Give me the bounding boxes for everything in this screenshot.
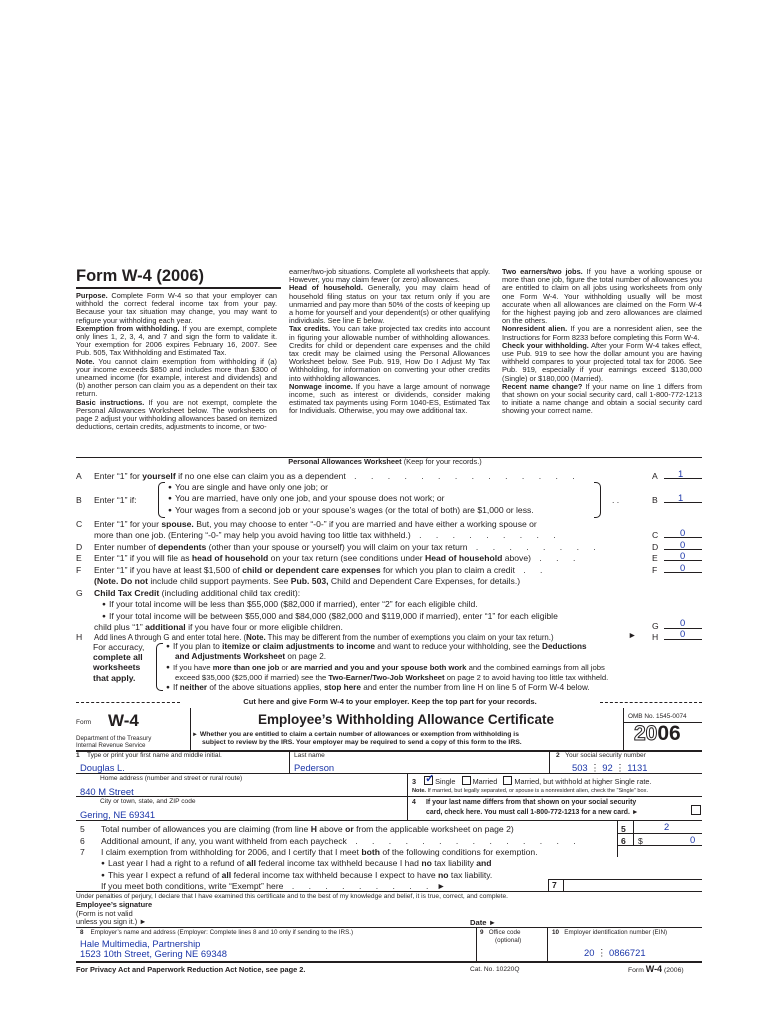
line-b-label: B Enter “1” if:: [76, 495, 137, 505]
line-g-item-1: ● If your total income will be less than $55,000 ($82,000 if married), enter “2” for each eligible child.: [76, 599, 558, 610]
line-f-value: 0: [680, 562, 686, 573]
line-b-item-3: ● Your wages from a second job or your spouse’s wages (or the total of both) are $1,000 or less.: [168, 505, 534, 516]
line-b-brace-left: [158, 482, 165, 518]
cert-dept: Department of the Treasury Internal Revenue Service: [76, 735, 152, 749]
line6-num: 6: [621, 836, 626, 846]
line2-divider: [549, 751, 550, 773]
line7-box-left: [548, 879, 549, 891]
line6-dollar: $: [638, 836, 643, 846]
addr-input[interactable]: 840 M Street: [80, 786, 134, 797]
line10-label: 10 Employer identification number (EIN): [552, 929, 668, 936]
worksheet-title: Personal Allowances Worksheet (Keep for your records.): [288, 457, 482, 466]
line-e: E Enter “1” if you will file as head of household on your tax return (see conditions under Head of household above) . . .: [76, 553, 582, 563]
married-label: Married: [472, 777, 498, 786]
addr-label: Home address (number and street or rural route): [100, 775, 243, 782]
line7-text: 7 I claim exemption from withholding for 2006, and I certify that I meet both of the following conditions for exemption. ● Last year I had a right to a refund of all federal income tax withheld because I had no tax liability and ● This year I expect a refund of all federal income tax withheld because I expect to have no tax liability. If you meet both conditions, write “Exempt” here . . . . . . . . . ►: [80, 847, 538, 892]
accuracy-left: For accuracy, complete all worksheets that apply.: [93, 642, 145, 683]
line-f: F Enter “1” if you have at least $1,500 of child or dependent care expenses for which you plan to claim a credit . . (Note. Do not include child support payments. See Pub. 503, Child and Dependent Care Expenses, for details.): [76, 565, 549, 587]
title-underline: [76, 287, 281, 289]
perjury-text: Under penalties of perjury, I declare that I have examined this certificate and to the best of my knowledge and belief, it is true, correct, and complete.: [76, 893, 508, 900]
line-h: H Add lines A through G and enter total here. (Note. This may be different from the number of exemptions you claim on your tax return.): [76, 632, 554, 642]
line-h-value: 0: [680, 628, 686, 639]
cut-line-text: Cut here and give Form W-4 to your employer. Keep the top part for your records.: [243, 697, 537, 706]
ein-input[interactable]: 20 ⋮ 0866721: [584, 947, 646, 958]
line-g-value: 0: [680, 617, 686, 628]
accuracy-item-2: ● If you have more than one job or are married and you and your spouse both work and the combined earnings from all jobs: [166, 663, 608, 673]
line7-num: 7: [552, 880, 557, 890]
line-b-items: [168, 482, 534, 516]
single-label: Single: [435, 777, 456, 786]
accuracy-item-1: ● If you plan to itemize or claim adjustments to income and want to reduce your withholding, see the Deductions: [166, 642, 608, 652]
instructions-col3: [502, 268, 702, 416]
accuracy-item-3: ● If neither of the above situations applies, stop here and enter the number from line H on line 5 of Form W-4 below.: [166, 683, 608, 693]
line9-divider: [476, 927, 477, 961]
instructions-col2: [289, 268, 490, 416]
line6-input[interactable]: 0: [690, 834, 696, 845]
line7-item-2: ● This year I expect a refund of all federal income tax withheld because I expect to have no tax liability.: [80, 870, 538, 882]
para-purpose: Purpose. Complete Form W-4 so that your employer can withhold the correct federal income tax from your pay. Because your tax situation may change, you may want to refigure your withholding each year.: [76, 291, 277, 325]
para-check-withholding: Check your withholding. After your Form W-4 takes effect, use Pub. 919 to see how the dollar amount you are having withheld compares to your projected total tax for 2006. See Pub. 919, especially if your earnings exceed $130,000 (Single) or $180,000 (Married).: [502, 340, 702, 383]
line4-text: 4 If your last name differs from that shown on your social security card, check here. You must call 1-800-772-1213 for a new card. ►: [412, 799, 639, 816]
city-input[interactable]: Gering, NE 69341: [80, 809, 156, 820]
line4-checkbox[interactable]: [691, 805, 701, 815]
single-checkbox[interactable]: ✓: [425, 773, 435, 785]
line5-num: 5: [621, 824, 626, 834]
line9-label: 9 Office code (optional): [480, 929, 522, 944]
cert-form-label: Form: [76, 719, 92, 726]
date-label: Date ►: [470, 918, 497, 927]
cert-rule-2: [76, 773, 702, 774]
signature-block: Employee’s signature (Form is not valid unless you sign it.) ►: [76, 900, 153, 927]
cert-rule-5: [76, 891, 702, 892]
cut-dash-left: [76, 702, 180, 703]
line3-divider: [407, 774, 408, 820]
married-higher-checkbox[interactable]: [503, 776, 512, 785]
line-d-value: 0: [680, 539, 686, 550]
footer-cat: Cat. No. 10220Q: [470, 966, 520, 973]
line-d-letter: D: [652, 542, 659, 552]
employer-input[interactable]: Hale Multimedia, Partnership 1523 10th Street, Gering NE 69348: [80, 938, 227, 960]
instructions-col1: [76, 292, 277, 431]
line1-label: 1 Type or print your first name and middle initial.: [76, 752, 222, 759]
line3-note: Note. If married, but legally separated, or spouse is a nonresident alien, check the “Single” box.: [412, 788, 648, 794]
para-head-household: Head of household. Generally, you may claim head of household filing status on your tax return only if you are unmarried and pay more than 50% of the costs of keeping up a home for yourself and your dependent(s) or other qualifying individuals. See line E below.: [289, 283, 491, 326]
last-name-label: Last name: [294, 752, 325, 759]
para-basic: Basic instructions. If you are not exempt, complete the Personal Allowances Worksheet below. The worksheets on page 2 adjust your withholding allowances based on itemized deductions, certain credits, adjustments to income, or two-: [76, 397, 278, 432]
line-a-letter: A: [652, 471, 658, 481]
line-c-letter: C: [652, 530, 659, 540]
date-field[interactable]: [500, 914, 700, 926]
line-g-letter: G: [652, 621, 659, 631]
line5-text: 5 Total number of allowances you are claiming (from line H above or from the applicable worksheet on page 2): [80, 824, 514, 834]
cert-form-name: W-4: [108, 711, 139, 730]
married-higher-label: Married, but withhold at higher Single rate.: [514, 777, 652, 786]
accuracy-brace: [156, 643, 163, 691]
footer-privacy: For Privacy Act and Paperwork Reduction Act Notice, see page 2.: [76, 965, 306, 974]
cert-title: Employee’s Withholding Allowance Certificate: [258, 712, 554, 727]
cert-rule-6: [76, 927, 702, 928]
line6-text: 6 Additional amount, if any, you want withheld from each paycheck . . . . . . . . . . . . . .: [80, 836, 582, 846]
line-h-letter: H: [652, 632, 659, 642]
cert-rule-3a: [76, 796, 407, 797]
cut-dash-right: [600, 702, 702, 703]
line1-divider: [289, 751, 290, 773]
line-a: A Enter “1” for yourself if no one else can claim you as a dependent . . . . . . . . . . . . . .: [76, 471, 581, 481]
signature-field[interactable]: [200, 904, 450, 926]
line-e-value: 0: [680, 550, 686, 561]
cert-rule-3b: [407, 796, 702, 797]
line-b-brace-right: [594, 482, 601, 518]
line-b-item-2: ● You are married, have only one job, and your spouse does not work; or: [168, 493, 534, 504]
line-g: G Child Tax Credit (including additional child tax credit): ● If your total income will be less than $55,000 ($82,000 if married), enter “2” for each eligible child. ● If your total income will be between $55,000 and $84,000 ($82,000 and $119,000 if married), enter “1” for each eligible child plus “1” additional if you have four or more eligible children.: [76, 588, 558, 633]
line-c: C Enter “1” for your spouse. But, you may choose to enter “-0-” if you are married and have either a working spouse or more than one job. (Entering “-0-” may help you avoid having too little tax withheld.) . . . . . . . . .: [76, 519, 562, 541]
last-name-input[interactable]: Pederson: [294, 762, 335, 773]
line6-rule: [617, 845, 702, 846]
para-nonwage: Nonwage income. If you have a large amount of nonwage income, such as interest or dividends, consider making estimated tax payments using Form 1040-ES, Estimated Tax for Individuals. Otherwise, you may owe additional tax.: [289, 381, 490, 416]
cert-year: 2006: [634, 722, 681, 745]
cert-rule-4: [76, 820, 702, 821]
form-title: Form W-4 (2006): [76, 267, 205, 285]
line-a-value: 1: [678, 468, 684, 479]
line-g-item-2: ● If your total income will be between $55,000 and $84,000 ($82,000 and $119,000 if married), enter “1” for each eligible: [76, 611, 558, 622]
line10-divider: [547, 927, 548, 961]
line8-label: 8 Employer’s name and address (Employer: Complete lines 8 and 10 only if sending to the IRS.): [80, 929, 354, 936]
line5-input[interactable]: 2: [664, 821, 670, 832]
cert-subtitle: ► Whether you are entitled to claim a certain number of allowances or exemption from withholding is subject to review by the IRS. Your employer may be required to send a copy of this form to the IRS.: [192, 731, 522, 747]
city-label: City or town, state, and ZIP code: [100, 798, 196, 805]
line3-row: 3 ✓ Single Married Married, but withhold at higher Single rate.: [412, 773, 652, 786]
line2-label: 2 Your social security number: [556, 752, 646, 759]
line-b-letter: B: [652, 495, 658, 505]
line7-top-rule: [548, 879, 702, 880]
accuracy-items: ● If you plan to itemize or claim adjustments to income and want to reduce your withholding, see the Deductions and Adjustments Worksheet on page 2. ● If you have more than one job or are married and you and your spouse both work and the combined earnings from all jobs exceed $35,000 ($25,000 if married) see the Two-Earner/Two-Job Worksheet on page 2 to avoid having too little tax withheld. ● If neither of the above situations applies, stop here and enter the number from line H on line 5 of Form W-4 below.: [166, 642, 608, 693]
para-two-earners: Two earners/two jobs. If you have a working spouse or more than one job, figure the total number of allowances you are entitled to claim on all jobs using worksheets from only one Form W-4. Your withholding usually will be most accurate when all allowances are claimed on the Form W-4 for the highest paying job and zero allowances are claimed on the others.: [502, 267, 702, 326]
line-b-value: 1: [678, 492, 684, 503]
para-tax-credits: Tax credits. You can take projected tax credits into account in figuring your allowable number of withholding allowances. Credits for child or dependent care expenses and the child tax credit may be claimed using the Personal Allowances Worksheet below. See Pub. 919, How Do I Adjust My Tax Withholding, for information on converting your other credits into withholding allowances.: [289, 324, 491, 383]
first-name-input[interactable]: Douglas L.: [80, 762, 125, 773]
line-d: D Enter number of dependents (other than your spouse or yourself) you will claim on your tax return . . . . . . . .: [76, 542, 602, 552]
footer-form: Form W-4 (2006): [628, 964, 684, 974]
line-e-letter: E: [652, 553, 658, 563]
line-b-dots: . .: [612, 495, 620, 505]
line-c-value: 0: [680, 527, 686, 538]
line7-box-right: [563, 879, 564, 891]
cert-omb: OMB No. 1545-0074: [628, 713, 687, 720]
para-exemption: Exemption from withholding. If you are exempt, complete only lines 1, 2, 3, 4, and 7 and sign the form to validate it. Your exemption for 2006 expires February 16, 2007. See Pub. 505, Tax Withholding and Estimated Tax.: [76, 323, 277, 358]
para-nonresident: Nonresident alien. If you are a nonresident alien, see the Instructions for Form 8233 before completing this Form W-4.: [502, 324, 702, 342]
line-f-letter: F: [652, 565, 658, 575]
para-two-earner-cont: earner/two-job situations. Complete all worksheets that apply. However, you may claim fewer (or zero) allowances.: [289, 267, 490, 285]
married-checkbox[interactable]: [462, 776, 471, 785]
cert-rule-7: [76, 961, 702, 963]
line-h-arrow: ►: [628, 630, 637, 640]
line-b-item-1: ● You are single and have only one job; or: [168, 482, 534, 493]
line5-box-left: [617, 820, 618, 857]
line7-item-1: ● Last year I had a right to a refund of all federal income tax withheld because I had no tax liability and: [80, 858, 538, 870]
ssn-input[interactable]: 503 ⋮ 92 ⋮ 1131: [572, 762, 648, 773]
cert-rule-right: [623, 708, 624, 750]
para-note: Note. You cannot claim exemption from withholding if (a) your income exceeds $850 and includes more than $300 of unearned income (for example, interest and dividends) and (b) another person can claim you as a dependent on their tax return.: [76, 356, 277, 399]
para-name-change: Recent name change? If your name on line 1 differs from that shown on your social security card, call 1-800-772-1213 to initiate a name change and obtain a social security card showing your correct name.: [502, 381, 702, 416]
